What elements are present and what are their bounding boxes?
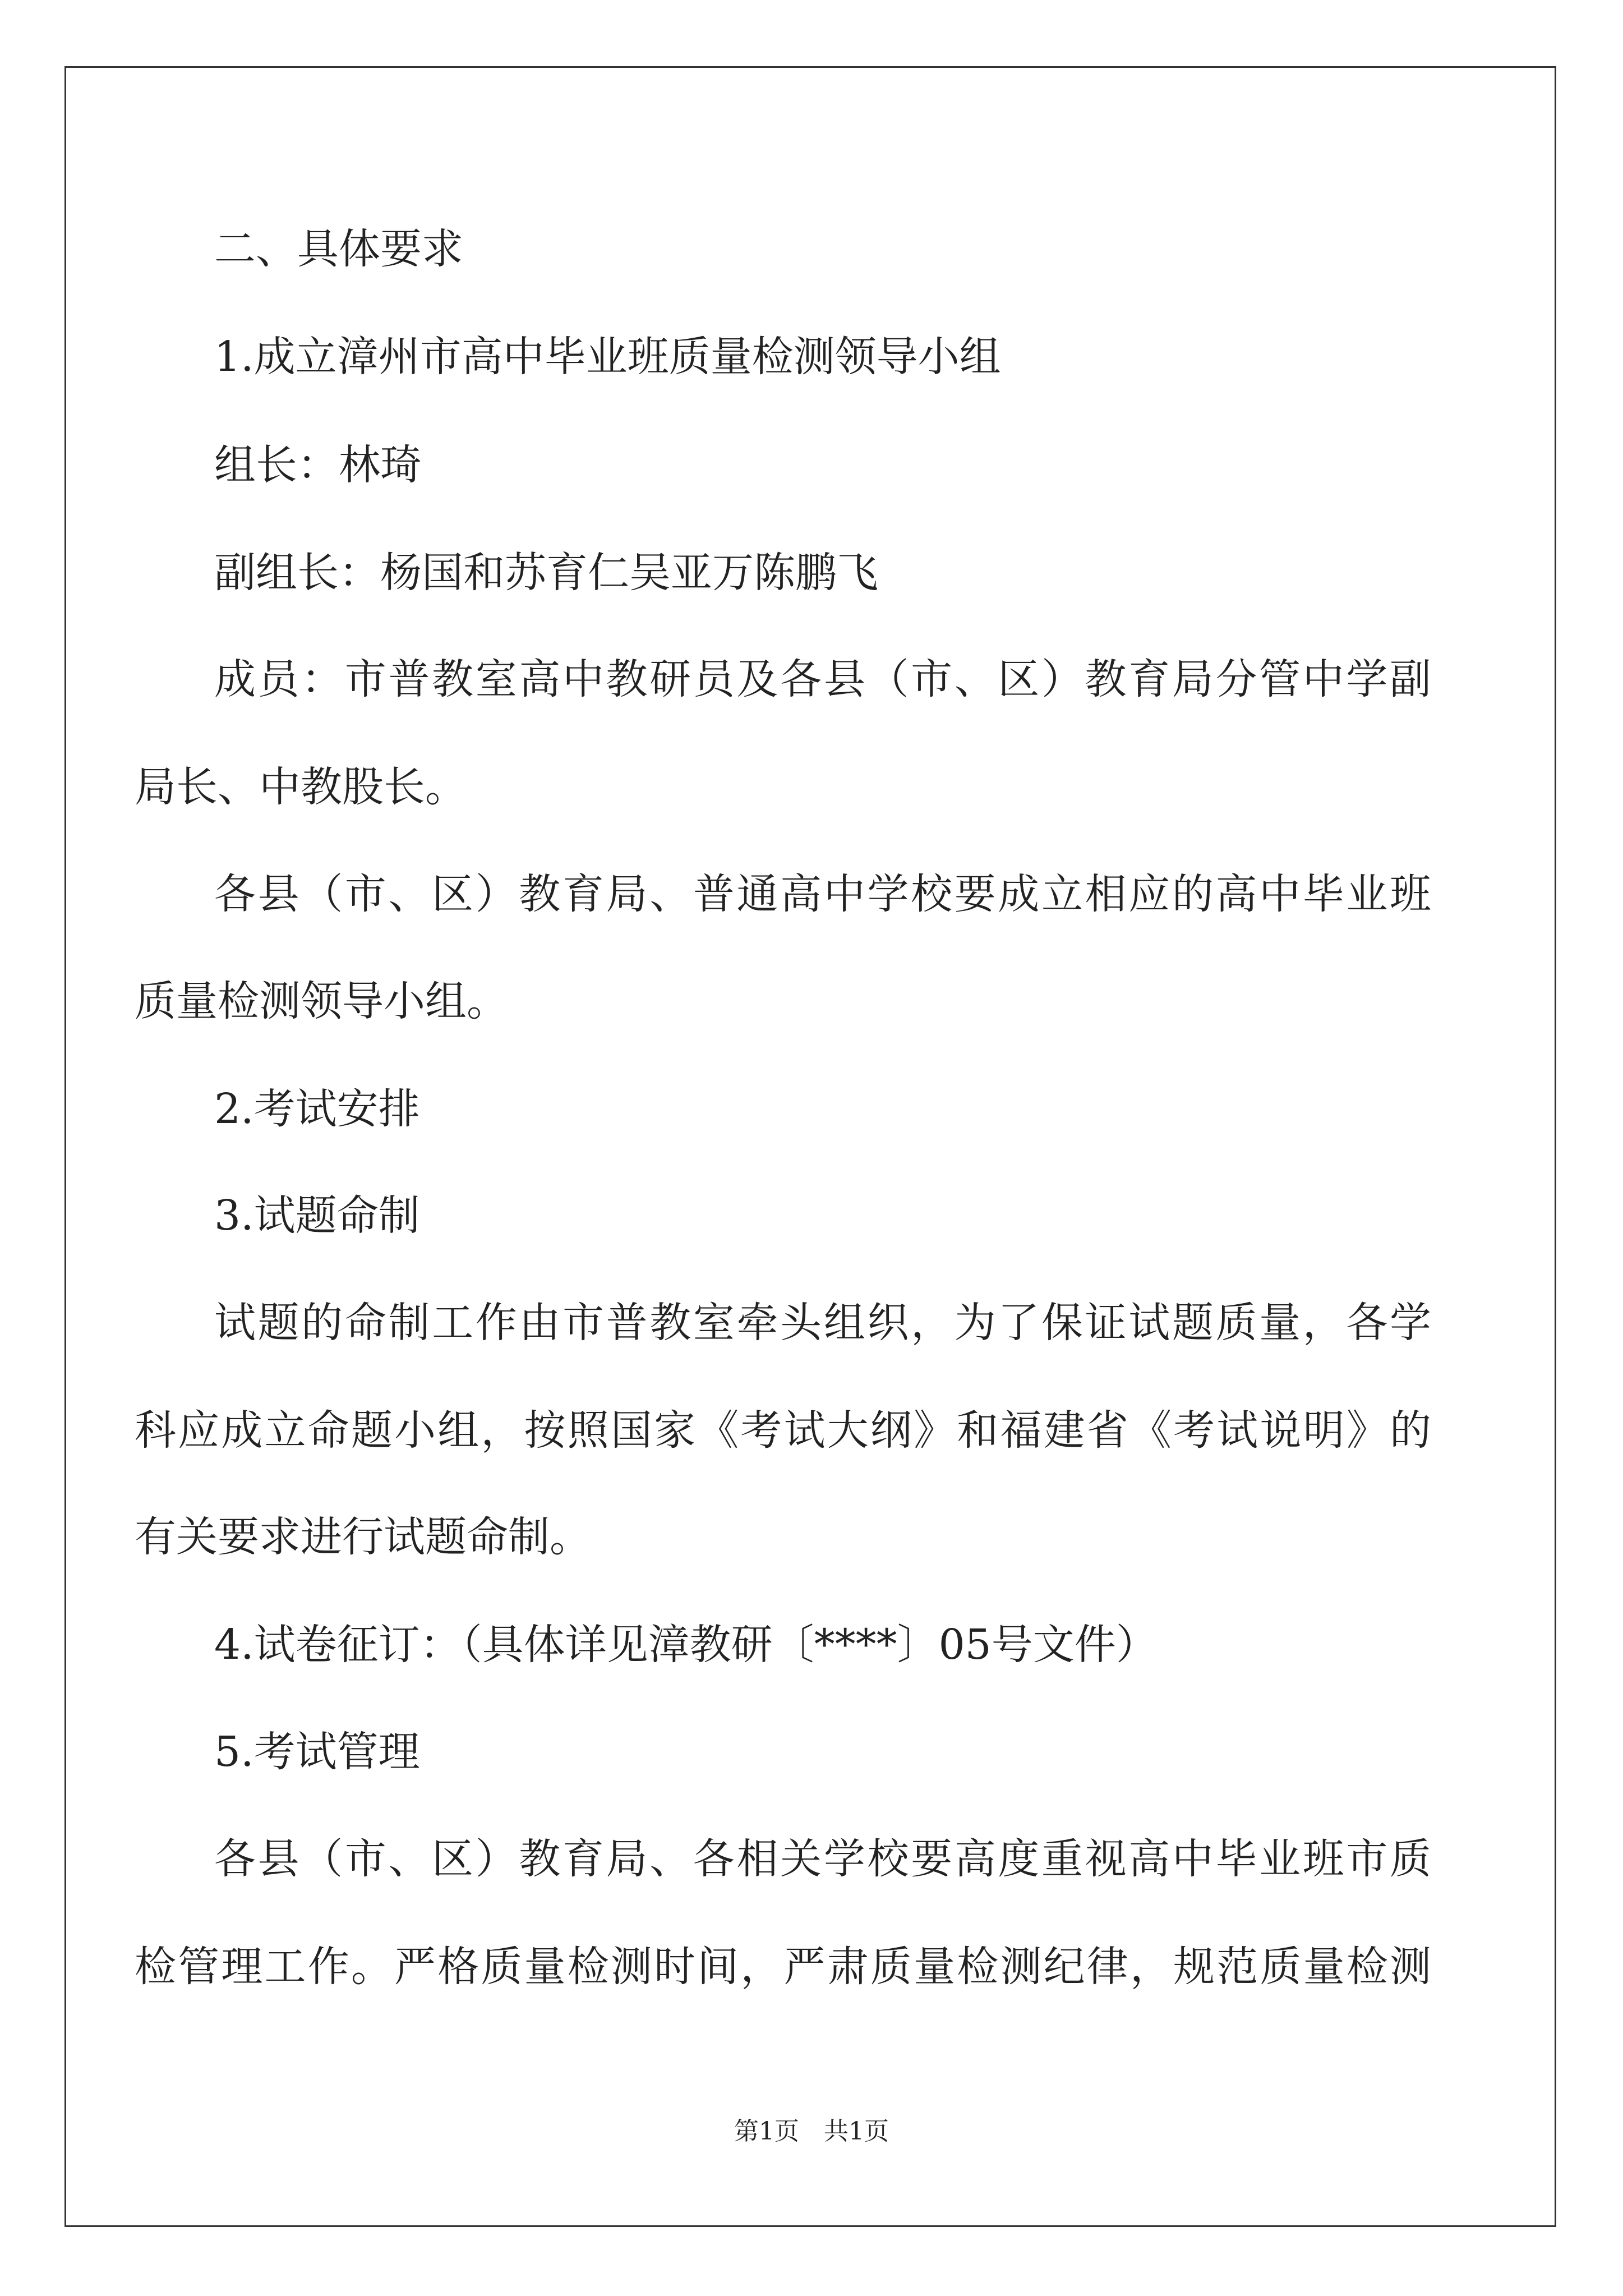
paragraph-line: 副组长：杨国和苏育仁吴亚万陈鹏飞 <box>214 549 878 597</box>
paragraph-line: 有关要求进行试题命制。 <box>135 1513 591 1561</box>
paragraph-line: 局长、中教股长。 <box>135 763 467 811</box>
page-footer: 第1页 共1页 <box>734 2117 889 2146</box>
item-heading: 2.考试安排 <box>214 1085 420 1133</box>
paragraph-line: 科应成立命题小组，按照国家《考试大纲》和福建省《考试说明》的 <box>135 1406 1431 1455</box>
section-heading: 二、具体要求 <box>214 225 463 273</box>
page-frame <box>64 66 1556 2227</box>
paragraph-line: 各县（市、区）教育局、普通高中学校要成立相应的高中毕业班 <box>214 870 1431 918</box>
paragraph-line: 各县（市、区）教育局、各相关学校要高度重视高中毕业班市质 <box>214 1835 1431 1883</box>
paragraph-line: 成员：市普教室高中教研员及各县（市、区）教育局分管中学副 <box>214 655 1431 703</box>
item-heading: 5.考试管理 <box>214 1728 420 1776</box>
paragraph-line: 质量检测领导小组。 <box>135 977 508 1025</box>
paragraph-line: 试题的命制工作由市普教室牵头组织，为了保证试题质量，各学 <box>214 1299 1431 1347</box>
item-heading: 1.成立漳州市高中毕业班质量检测领导小组 <box>214 333 1001 381</box>
paragraph-line: 组长：林琦 <box>214 441 422 489</box>
item-heading: 3.试题命制 <box>214 1191 420 1240</box>
paragraph-line: 检管理工作。严格质量检测时间，严肃质量检测纪律，规范质量检测 <box>135 1943 1431 1991</box>
item-heading: 4.试卷征订：（具体详见漳教研〔****〕05号文件） <box>214 1621 1158 1669</box>
